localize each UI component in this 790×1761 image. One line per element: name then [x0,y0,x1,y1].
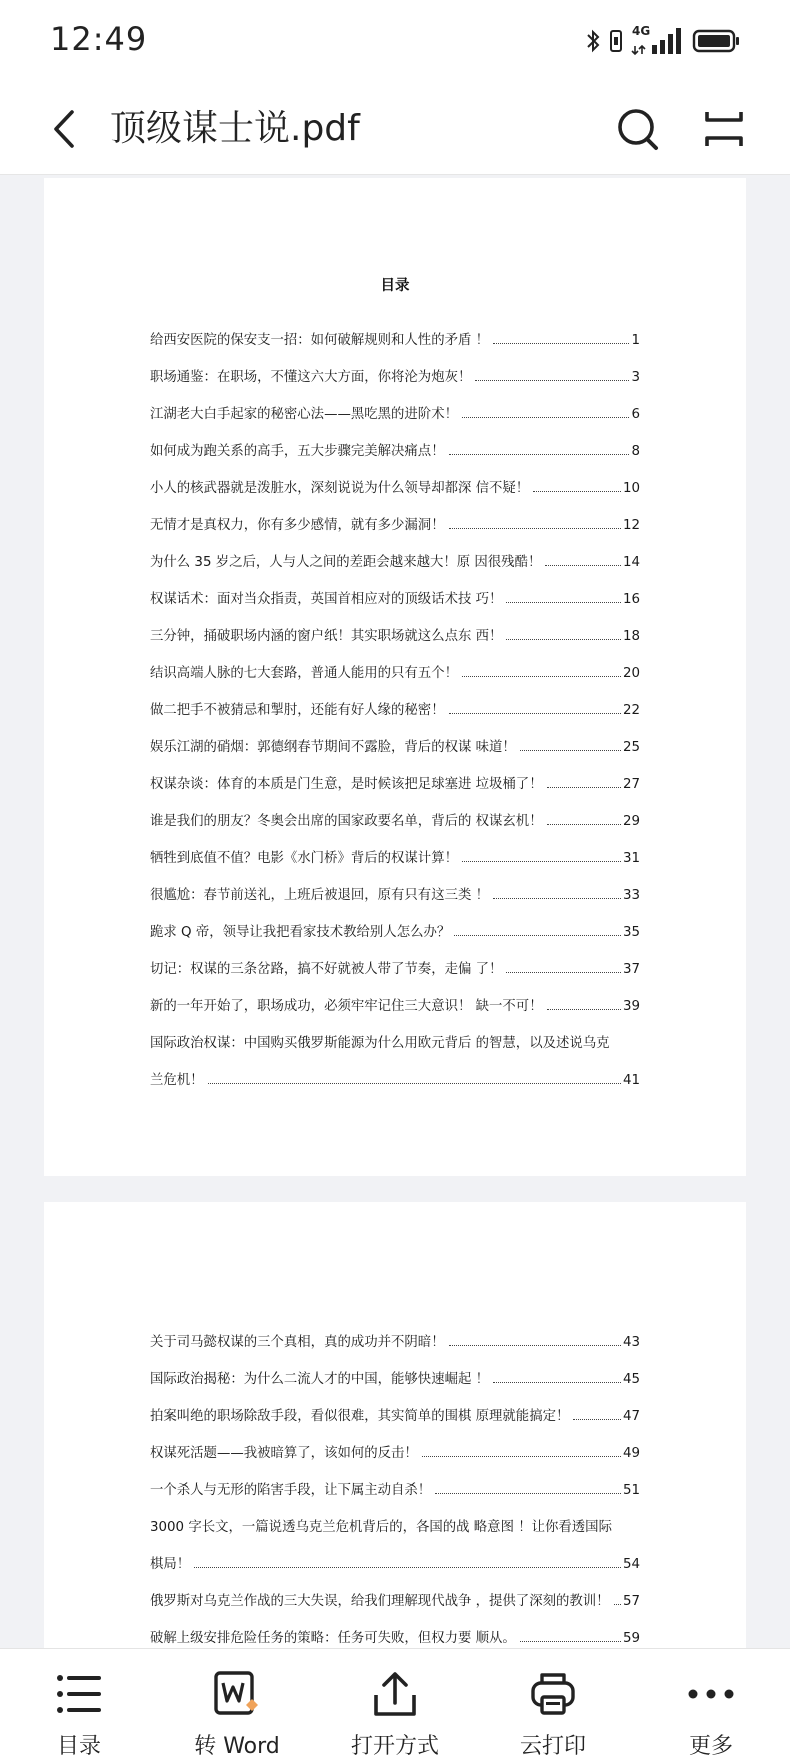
toc-entry [150,1535,640,1572]
toolbar-label: 目录 [56,1734,101,1759]
toc-entry-page: 16 [622,592,640,607]
toc-entry [150,1424,640,1461]
toc-leader-dots [506,638,621,640]
cloud-print-icon [528,1669,578,1719]
document-title: 顶级谋士说.pdf [110,108,360,149]
toc-leader-dots [506,971,621,973]
toc-entry-page: 1 [631,333,640,348]
toc-entry-title: 三分钟，捅破职场内涵的窗户纸！其实职场就这么点东 西！ [150,629,503,644]
toc-entry [150,1350,640,1387]
status-time: 12:49 [50,20,148,58]
toc-entry-title: 给西安医院的保安支一招：如何破解规则和人性的矛盾 ！ [150,333,490,348]
toc-leader-dots [545,564,621,566]
toc-leader-dots [462,860,621,862]
signal-icon [632,26,684,56]
toc-entry-title: 3000 字长文，一篇说透乌克兰危机背后的，各国的战 略意图 ！让你看透国际 [150,1520,612,1535]
toc-leader-dots [454,934,621,936]
toc-entry [150,977,640,1014]
toc-leader-dots [493,897,621,899]
toc-entry [150,1461,640,1498]
toc-leader-dots [493,1381,621,1383]
toc-entry-title: 棋局！ [150,1557,191,1572]
toc-entry [150,1051,640,1088]
toc-leader-dots [533,490,621,492]
toc-entry-page: 35 [622,925,640,940]
toolbar-convert-word-button[interactable] [158,1649,316,1761]
toc-heading: 目录 [380,278,410,294]
toolbar-label: 打开方式 [350,1734,439,1759]
toc-entry [150,755,640,792]
toc-entry-page: 6 [631,407,640,422]
toc-entry-title: 新的一年开始了，职场成功，必须牢牢记住三大意识！ 缺一不可！ [150,999,543,1014]
toc-leader-dots [449,712,621,714]
toolbar-more-button[interactable] [632,1649,790,1761]
toc-entry-title: 权谋话术：面对当众指责，英国首相应对的顶级话术技 巧！ [150,592,503,607]
toc-entry-title: 为什么 35 岁之后，人与人之间的差距会越来越大！原 因很残酷！ [150,555,542,570]
toc-entry-title: 小人的核武器就是泼脏水，深刻说说为什么领导却都深 信不疑！ [150,481,530,496]
toolbar-cloud-print-button[interactable] [474,1649,632,1761]
toolbar-open-with-button[interactable] [316,1649,474,1761]
toc-list-icon [54,1669,104,1719]
app-header [0,84,790,175]
toc-entry-page: 43 [622,1335,640,1350]
toc-entry-title: 职场通鉴：在职场，不懂这六大方面，你将沦为炮灰！ [150,370,472,385]
toc-entry [150,1498,640,1535]
toc-entry-page: 31 [622,851,640,866]
toc-entry [150,792,640,829]
toc-entry-page: 49 [622,1446,640,1461]
toc-leader-dots [208,1082,621,1084]
toc-entry [150,681,640,718]
toolbar-label: 更多 [688,1734,733,1759]
toc-leader-dots [462,416,629,418]
back-arrow-icon [44,104,90,154]
toc-entry-page: 8 [631,444,640,459]
search-button[interactable] [614,104,662,154]
toc-entry-title: 娱乐江湖的硝烟：郭德纲春节期间不露脸，背后的权谋 味道！ [150,740,516,755]
toc-entry-title: 做二把手不被猜忌和掣肘，还能有好人缘的秘密！ [150,703,445,718]
toc-entry [150,385,640,422]
toc-entry [150,1014,640,1051]
toc-entry-title: 破解上级安排危险任务的策略：任务可失败，但权力要 顺从。 [150,1631,516,1646]
toc-entry-title: 切记：权谋的三条岔路，搞不好就被人带了节奏，走偏 了！ [150,962,503,977]
back-button[interactable] [44,104,90,154]
toc-entry [150,718,640,755]
toc-leader-dots [573,1418,621,1420]
toc-leader-dots [449,1344,621,1346]
toolbar-label: 云打印 [519,1734,586,1759]
toc-entry [150,1387,640,1424]
toc-entry-page: 29 [622,814,640,829]
toc-entry-page: 3 [631,370,640,385]
toc-entry-title: 权谋杂谈：体育的本质是门生意，是时候该把足球塞进 垃圾桶了！ [150,777,543,792]
toc-entry [150,1609,640,1646]
toc-leader-dots [506,601,621,603]
toc-entry-page: 22 [622,703,640,718]
toc-leader-dots [520,749,621,751]
toc-entry-page: 39 [622,999,640,1014]
vibrate-icon [608,28,624,54]
toc-entry [150,1572,640,1609]
toc-leader-dots [435,1492,621,1494]
toc-leader-dots [475,379,629,381]
toc-entry-page: 47 [622,1409,640,1424]
status-icons [586,24,742,58]
toc-leader-dots [547,823,621,825]
toc-entry [150,607,640,644]
toc-entry-title: 结识高端人脉的七大套路，普通人能用的只有五个！ [150,666,458,681]
convert-word-icon [212,1669,262,1719]
fit-width-icon [700,104,748,154]
toc-entry-title: 兰危机！ [150,1073,204,1088]
search-icon [614,104,662,154]
toc-entry-page: 57 [622,1594,640,1609]
toc-entry-title: 拍案叫绝的职场除敌手段，看似很难，其实简单的围棋 原理就能搞定！ [150,1409,570,1424]
toc-entry [150,459,640,496]
toc-leader-dots [520,1640,621,1642]
toc-entry-page: 18 [622,629,640,644]
toc-entry-title: 谁是我们的朋友？冬奥会出席的国家政要名单，背后的 权谋玄机！ [150,814,543,829]
toc-entry-title: 牺牲到底值不值？电影《水门桥》背后的权谋计算！ [150,851,458,866]
toc-entry-title: 一个杀人与无形的陷害手段，让下属主动自杀！ [150,1483,432,1498]
toc-entry-title: 如何成为跑关系的高手，五大步骤完美解决痛点！ [150,444,445,459]
toc-leader-dots [194,1566,621,1568]
toc-entry-title: 国际政治权谋：中国购买俄罗斯能源为什么用欧元背后 的智慧，以及述说乌克 [150,1036,610,1051]
pdf-page [44,178,746,1176]
toc-entry-title: 国际政治揭秘：为什么二流人才的中国，能够快速崛起 ！ [150,1372,490,1387]
toc-leader-dots [422,1455,621,1457]
toc-list [150,1313,640,1683]
toc-entry [150,829,640,866]
toc-leader-dots [462,675,621,677]
toc-entry-page: 33 [622,888,640,903]
bottom-toolbar [0,1648,790,1761]
toc-entry [150,496,640,533]
battery-icon [692,28,742,54]
toc-entry-title: 权谋死活题——我被暗算了，该如何的反击！ [150,1446,418,1461]
toc-entry-title: 很尴尬：春节前送礼，上班后被退回，原有只有这三类 ！ [150,888,490,903]
toc-entry-page: 51 [622,1483,640,1498]
toc-list [150,311,640,1088]
toc-leader-dots [449,527,621,529]
toolbar-label: 转 Word [194,1734,280,1759]
toc-entry-title: 江湖老大白手起家的秘密心法——黑吃黑的进阶术！ [150,407,458,422]
toc-entry [150,866,640,903]
toc-entry [150,903,640,940]
toc-entry [150,940,640,977]
toc-entry-page: 37 [622,962,640,977]
pdf-viewer[interactable] [0,175,790,1648]
toc-leader-dots [547,1008,621,1010]
toc-leader-dots [547,786,621,788]
toc-entry-title: 跪求 Q 帝，领导让我把看家技术教给别人怎么办？ [150,925,451,940]
toc-entry [150,348,640,385]
toc-entry-page: 41 [622,1073,640,1088]
more-dots-icon [686,1669,736,1719]
status-bar [0,0,790,84]
fit-width-button[interactable] [700,104,748,154]
network-type: 4G [632,24,651,38]
toc-entry-page: 12 [622,518,640,533]
toc-leader-dots [449,453,630,455]
toc-entry-page: 25 [622,740,640,755]
toc-entry-page: 10 [622,481,640,496]
toc-entry [150,311,640,348]
toc-entry [150,570,640,607]
toc-entry [150,644,640,681]
bluetooth-icon [586,28,600,54]
share-open-icon [370,1669,420,1719]
toc-entry-page: 54 [622,1557,640,1572]
toc-entry-page: 59 [622,1631,640,1646]
toc-entry-title: 无情才是真权力，你有多少感情，就有多少漏洞！ [150,518,445,533]
toc-entry-page: 20 [622,666,640,681]
toc-entry [150,1313,640,1350]
pdf-page [44,1202,746,1662]
toolbar-toc-button[interactable] [0,1649,158,1761]
toc-entry-page: 14 [622,555,640,570]
toc-entry-title: 俄罗斯对乌克兰作战的三大失误，给我们理解现代战争 ，提供了深刻的教训！ [150,1594,610,1609]
toc-leader-dots [493,342,629,344]
toc-entry-page: 27 [622,777,640,792]
toc-entry-page: 45 [622,1372,640,1387]
toc-entry-title: 关于司马懿权谋的三个真相，真的成功并不阴暗！ [150,1335,445,1350]
toc-entry [150,422,640,459]
toc-leader-dots [614,1603,621,1605]
toc-entry [150,533,640,570]
